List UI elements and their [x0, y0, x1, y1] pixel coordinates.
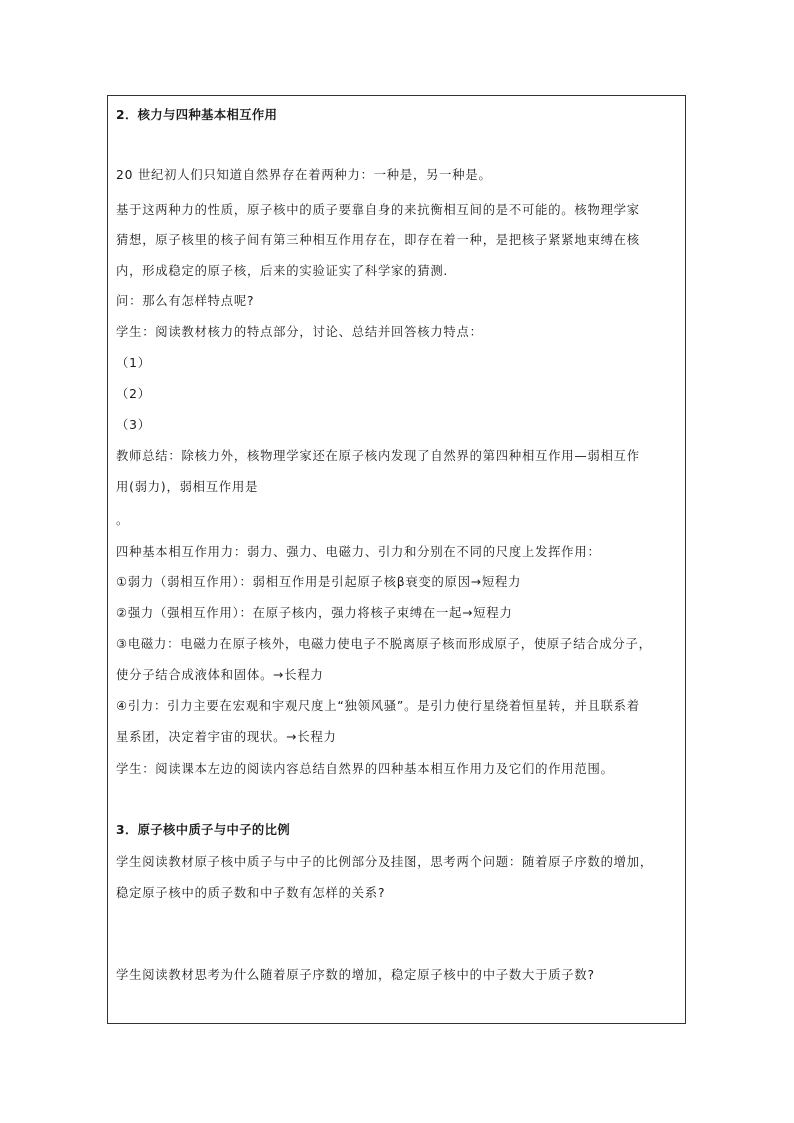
student-task-nuclear-force: 学生：阅读教材核力的特点部分，讨论、总结并回答核力特点：: [116, 325, 483, 339]
force-electromagnetic-line1: ③电磁力：电磁力在原子核外，电磁力使电子不脱离原子核而形成原子，使原子结合成分子，: [116, 637, 652, 651]
answer-item-1: （1）: [116, 356, 151, 370]
section-3-task-line2: 稳定原子核中的质子数和中子数有怎样的关系?: [116, 886, 386, 900]
section-3-question: 学生阅读教材思考为什么随着原子序数的增加，稳定原子核中的中子数大于质子数?: [116, 968, 595, 982]
force-weak: ①弱力（弱相互作用）：弱相互作用是引起原子核β衰变的原因→短程力: [116, 575, 522, 589]
force-gravity-line1: ④引力：引力主要在宏观和宇观尺度上“独领风骚”。是引力使行星绕着恒星转，并且联系着: [116, 699, 640, 713]
four-forces-intro: 四种基本相互作用力：弱力、强力、电磁力、引力和分别在不同的尺度上发挥作用：: [116, 545, 601, 559]
paragraph-two-forces: 20 世纪初人们只知道自然界存在着两种力：一种是，另一种是。: [116, 168, 492, 182]
paragraph-nuclear-force-line1: 基于这两种力的性质，原子核中的质子要靠自身的来抗衡相互间的是不可能的。核物理学家: [116, 203, 640, 217]
section-3-task-line1: 学生阅读教材原子核中质子与中子的比例部分及挂图，思考两个问题：随着原子序数的增加，: [116, 855, 653, 869]
paragraph-nuclear-force-line2: 猜想，原子核里的核子间有第三种相互作用存在，即存在着一种，是把核子紧紧地束缚在核: [116, 233, 640, 247]
section-2-heading: 2．核力与四种基本相互作用: [116, 108, 278, 122]
force-strong: ②强力（强相互作用）：在原子核内，强力将核子束缚在一起→短程力: [116, 606, 513, 620]
answer-item-2: （2）: [116, 387, 151, 401]
answer-item-3: （3）: [116, 418, 151, 432]
teacher-summary-line2: 用(弱力)，弱相互作用是: [116, 480, 259, 494]
force-electromagnetic-line2: 使分子结合成液体和固体。→长程力: [116, 668, 324, 682]
force-gravity-line2: 星系团，决定着宇宙的现状。→长程力: [116, 730, 337, 744]
paragraph-nuclear-force-line3: 内，形成稳定的原子核，后来的实验证实了科学家的猜测.: [116, 264, 449, 278]
question-line: 问：那么有怎样特点呢?: [116, 294, 255, 308]
teacher-summary-line1: 教师总结：除核力外，核物理学家还在原子核内发现了自然界的第四种相互作用—弱相互作: [116, 449, 640, 463]
section-3-heading: 3．原子核中质子与中子的比例: [116, 823, 291, 837]
blank-period: 。: [116, 513, 130, 527]
student-task-four-forces: 学生：阅读课本左边的阅读内容总结自然界的四种基本相互作用力及它们的作用范围。: [116, 762, 614, 776]
